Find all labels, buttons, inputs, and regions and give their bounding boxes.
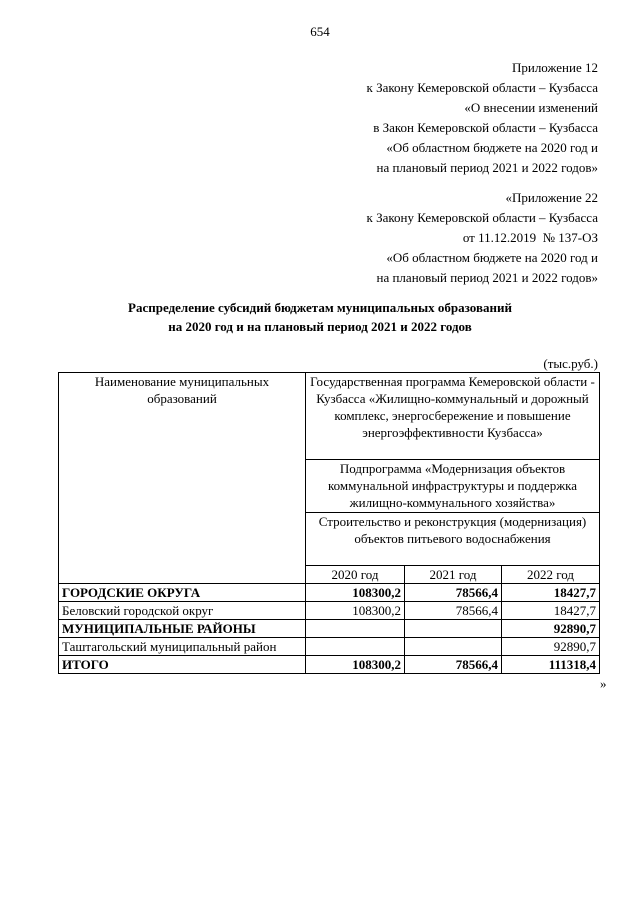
value-2020 — [306, 638, 405, 656]
appendix-line: к Закону Кемеровской области – Кузбасса — [366, 80, 598, 95]
row-name: ИТОГО — [59, 656, 306, 674]
appendix-line: на плановый период 2021 и 2022 годов» — [376, 160, 598, 175]
row-name: Беловский городской округ — [59, 602, 306, 620]
appendix-22-header — [367, 188, 599, 288]
table-row-total — [59, 656, 600, 674]
appendix-line: «О внесении изменений — [464, 100, 598, 115]
subsidy-table — [58, 372, 600, 674]
measure-header: Строительство и реконструкция (модернизация) объектов питьевого водоснабжения — [306, 513, 600, 566]
value-2022: 92890,7 — [502, 638, 600, 656]
appendix-line: в Закон Кемеровской области – Кузбасса — [373, 120, 598, 135]
table-row — [59, 602, 600, 620]
value-2020: 108300,2 — [306, 602, 405, 620]
appendix-line: от 11.12.2019 № 137-ОЗ — [462, 230, 598, 245]
appendix-12-header — [367, 58, 599, 178]
name-column-header: Наименование муниципальных образований — [59, 373, 306, 584]
appendix-line: Приложение 12 — [511, 60, 598, 75]
value-2021: 78566,4 — [405, 656, 502, 674]
appendix-line: к Закону Кемеровской области – Кузбасса — [366, 210, 598, 225]
value-2022: 111318,4 — [502, 656, 600, 674]
appendix-line: на плановый период 2021 и 2022 годов» — [376, 270, 598, 285]
year-header-2020: 2020 год — [306, 566, 405, 584]
year-header-2021: 2021 год — [405, 566, 502, 584]
appendix-line: «Об областном бюджете на 2020 год и — [386, 140, 598, 155]
program-header: Государственная программа Кемеровской области - Кузбасса «Жилищно-коммунальный и дорожный комплекс, энергосбережение и повышение энергоэффективности Кузбасса» — [306, 373, 600, 460]
table-row — [59, 584, 600, 602]
table-row — [59, 620, 600, 638]
unit-label: (тыс.руб.) — [543, 356, 598, 371]
value-2021: 78566,4 — [405, 584, 502, 602]
page-number: 654 — [310, 24, 330, 39]
row-name: МУНИЦИПАЛЬНЫЕ РАЙОНЫ — [59, 620, 306, 638]
appendix-line: «Приложение 22 — [505, 190, 598, 205]
row-name: ГОРОДСКИЕ ОКРУГА — [59, 584, 306, 602]
year-header-2022: 2022 год — [502, 566, 600, 584]
value-2020: 108300,2 — [306, 656, 405, 674]
title-line-1: Распределение субсидий бюджетам муниципальных образований — [128, 300, 512, 315]
value-2021: 78566,4 — [405, 602, 502, 620]
table-row — [59, 638, 600, 656]
title-line-2: на 2020 год и на плановый период 2021 и 2022 годов — [168, 319, 472, 334]
value-2021 — [405, 620, 502, 638]
value-2021 — [405, 638, 502, 656]
value-2020 — [306, 620, 405, 638]
subprogram-header: Подпрограмма «Модернизация объектов коммунальной инфраструктуры и поддержка жилищно-коммунального хозяйства» — [306, 460, 600, 513]
value-2022: 18427,7 — [502, 602, 600, 620]
value-2022: 92890,7 — [502, 620, 600, 638]
value-2020: 108300,2 — [306, 584, 405, 602]
closing-quote: » — [600, 676, 607, 691]
value-2022: 18427,7 — [502, 584, 600, 602]
document-title — [0, 298, 640, 336]
appendix-line: «Об областном бюджете на 2020 год и — [386, 250, 598, 265]
row-name: Таштагольский муниципальный район — [59, 638, 306, 656]
